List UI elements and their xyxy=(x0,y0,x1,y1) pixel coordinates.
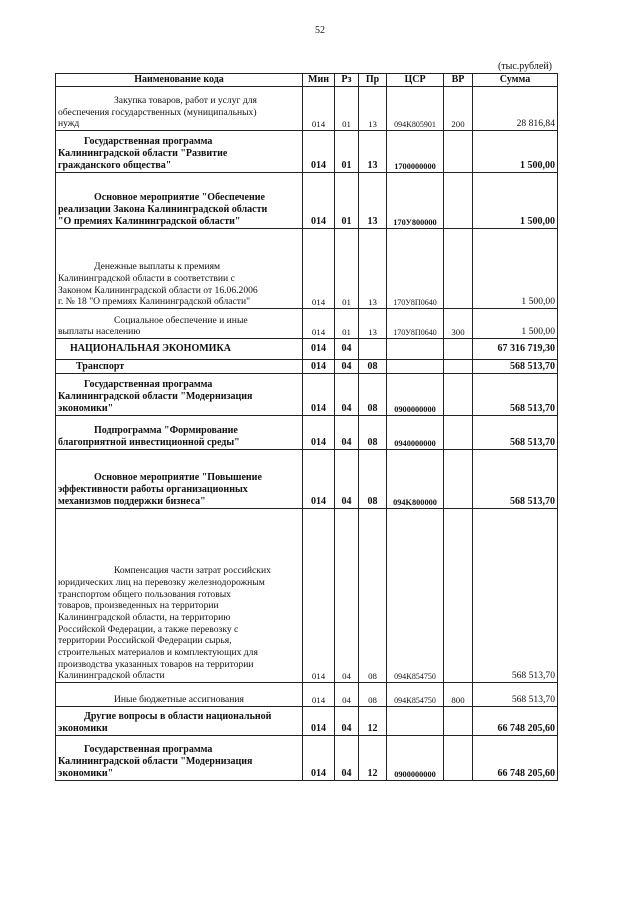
name-line: Социальное обеспечение и иные xyxy=(114,314,248,326)
cell-pr: 12 xyxy=(359,736,387,781)
cell-csr: 0940000000 xyxy=(387,416,444,450)
name-line: Государственная программа xyxy=(84,378,213,390)
cell-min: 014 xyxy=(303,736,335,781)
table-row xyxy=(56,416,558,450)
cell-sum: 1 500,00 xyxy=(473,309,558,339)
name-line: Государственная программа xyxy=(84,135,213,147)
header-csr: ЦСР xyxy=(387,74,444,87)
cell-rz: 04 xyxy=(335,736,359,781)
name-line: производства указанных товаров на территории xyxy=(58,658,254,670)
cell-vr: 200 xyxy=(444,87,473,131)
cell-rz: 01 xyxy=(335,131,359,173)
cell-rz: 01 xyxy=(335,87,359,131)
cell-sum: 1 500,00 xyxy=(473,173,558,229)
name-line: Иные бюджетные ассигнования xyxy=(114,694,244,706)
name-line: эффективности работы организационных xyxy=(58,483,248,495)
cell-pr: 08 xyxy=(359,374,387,416)
cell-rz: 04 xyxy=(335,416,359,450)
cell-vr xyxy=(444,339,473,360)
row-name xyxy=(56,229,303,309)
cell-csr: 170У8П0640 xyxy=(387,309,444,339)
cell-pr: 13 xyxy=(359,131,387,173)
page-number: 52 xyxy=(315,25,325,36)
cell-min: 014 xyxy=(303,707,335,736)
cell-pr xyxy=(359,339,387,360)
name-line: Калининградской области "Модернизация xyxy=(58,755,253,767)
cell-rz: 04 xyxy=(335,360,359,374)
cell-pr: 08 xyxy=(359,416,387,450)
name-line: механизмов поддержки бизнеса" xyxy=(58,496,206,507)
header-name: Наименование кода xyxy=(56,74,303,87)
cell-min: 014 xyxy=(303,374,335,416)
row-name xyxy=(56,450,303,509)
row-name xyxy=(56,509,303,683)
cell-pr: 08 xyxy=(359,360,387,374)
name-line: Закупка товаров, работ и услуг для xyxy=(114,95,257,107)
name-line: г. № 18 "О премиях Калининградской области" xyxy=(58,296,250,308)
cell-vr: 300 xyxy=(444,309,473,339)
cell-rz: 04 xyxy=(335,339,359,360)
cell-vr xyxy=(444,450,473,509)
cell-pr: 13 xyxy=(359,87,387,131)
cell-min: 014 xyxy=(303,416,335,450)
row-name xyxy=(56,339,303,360)
name-line: благоприятной инвестиционной среды" xyxy=(58,437,240,448)
name-line: Калининградской области xyxy=(58,670,165,682)
cell-rz: 04 xyxy=(335,374,359,416)
cell-sum: 67 316 719,30 xyxy=(473,339,558,360)
cell-sum: 568 513,70 xyxy=(473,360,558,374)
row-name xyxy=(56,683,303,707)
cell-csr: 094K854750 xyxy=(387,509,444,683)
cell-rz: 04 xyxy=(335,450,359,509)
cell-pr: 08 xyxy=(359,509,387,683)
cell-csr xyxy=(387,707,444,736)
name-line: нужд xyxy=(58,118,80,130)
cell-rz: 04 xyxy=(335,509,359,683)
name-line: гражданского общества" xyxy=(58,160,172,171)
cell-pr: 13 xyxy=(359,309,387,339)
cell-min: 014 xyxy=(303,229,335,309)
cell-csr xyxy=(387,339,444,360)
name-line: Калининградской области, на территорию xyxy=(58,611,231,623)
cell-pr: 12 xyxy=(359,707,387,736)
name-line: Калининградской области "Модернизация xyxy=(58,390,253,402)
cell-min: 014 xyxy=(303,173,335,229)
header-pr: Пр xyxy=(359,74,387,87)
cell-csr xyxy=(387,360,444,374)
name-line: обеспечения государственных (муниципальных) xyxy=(58,106,257,118)
cell-min: 014 xyxy=(303,131,335,173)
name-line: Компенсация части затрат российских xyxy=(114,565,271,577)
table-row xyxy=(56,339,558,360)
name-line: "О премиях Калининградской области" xyxy=(58,216,241,227)
cell-min: 014 xyxy=(303,339,335,360)
name-line: выплаты населению xyxy=(58,326,141,338)
cell-sum: 568 513,70 xyxy=(473,450,558,509)
cell-csr: 170У800000 xyxy=(387,173,444,229)
cell-min: 014 xyxy=(303,509,335,683)
name-line: Основное мероприятие "Повышение xyxy=(94,471,262,483)
cell-vr xyxy=(444,736,473,781)
table-row xyxy=(56,229,558,309)
cell-sum: 568 513,70 xyxy=(473,683,558,707)
budget-table xyxy=(55,73,558,781)
cell-min: 014 xyxy=(303,450,335,509)
name-line: транспортом общего пользования готовых xyxy=(58,588,231,600)
table-header-row xyxy=(56,74,558,87)
cell-pr: 08 xyxy=(359,683,387,707)
cell-sum: 1 500,00 xyxy=(473,131,558,173)
cell-pr: 13 xyxy=(359,229,387,309)
row-name xyxy=(56,374,303,416)
cell-sum: 568 513,70 xyxy=(473,509,558,683)
cell-csr: 094K800000 xyxy=(387,450,444,509)
cell-sum: 568 513,70 xyxy=(473,374,558,416)
name-line: Государственная программа xyxy=(84,743,213,755)
name-line: Основное мероприятие "Обеспечение xyxy=(94,191,265,203)
row-name xyxy=(56,736,303,781)
cell-rz: 01 xyxy=(335,229,359,309)
cell-rz: 04 xyxy=(335,683,359,707)
cell-sum: 28 816,84 xyxy=(473,87,558,131)
row-name xyxy=(56,416,303,450)
name-line: Другие вопросы в области национальной xyxy=(84,710,272,722)
header-sum: Сумма xyxy=(473,74,558,87)
table-row xyxy=(56,707,558,736)
table-row xyxy=(56,509,558,683)
name-line: товаров, произведенных на территории xyxy=(58,600,219,612)
cell-vr xyxy=(444,173,473,229)
cell-sum: 66 748 205,60 xyxy=(473,707,558,736)
name-line: строительных материалов и комплектующих для xyxy=(58,647,258,659)
row-name xyxy=(56,173,303,229)
table-row xyxy=(56,450,558,509)
row-name xyxy=(56,309,303,339)
cell-min: 014 xyxy=(303,360,335,374)
table-row xyxy=(56,683,558,707)
cell-min: 014 xyxy=(303,309,335,339)
name-line: Калининградской области "Развитие xyxy=(58,147,228,159)
row-name xyxy=(56,87,303,131)
cell-sum: 1 500,00 xyxy=(473,229,558,309)
name-line: экономики xyxy=(58,723,108,734)
name-line: Калининградской области в соответствии с xyxy=(58,273,235,285)
header-vr: ВР xyxy=(444,74,473,87)
cell-rz: 04 xyxy=(335,707,359,736)
cell-csr: 1700000000 xyxy=(387,131,444,173)
name-line: реализации Закона Калининградской области xyxy=(58,203,268,215)
cell-csr: 0900000000 xyxy=(387,736,444,781)
name-line: экономики" xyxy=(58,403,114,414)
cell-pr: 08 xyxy=(359,450,387,509)
cell-min: 014 xyxy=(303,683,335,707)
name-line: территории Российской Федерации сырья, xyxy=(58,635,232,647)
cell-vr xyxy=(444,707,473,736)
table-row xyxy=(56,131,558,173)
table-row xyxy=(56,173,558,229)
name-line: Подпрограмма "Формирование xyxy=(94,424,238,436)
cell-csr: 094K854750 xyxy=(387,683,444,707)
cell-rz: 01 xyxy=(335,173,359,229)
units-label: (тыс.рублей) xyxy=(497,61,552,72)
cell-vr xyxy=(444,131,473,173)
cell-csr: 170У8П0640 xyxy=(387,229,444,309)
cell-vr xyxy=(444,509,473,683)
table-row xyxy=(56,87,558,131)
cell-min: 014 xyxy=(303,87,335,131)
row-name xyxy=(56,707,303,736)
cell-csr: 094K805901 xyxy=(387,87,444,131)
name-line: НАЦИОНАЛЬНАЯ ЭКОНОМИКА xyxy=(70,343,231,355)
row-name xyxy=(56,360,303,374)
cell-vr xyxy=(444,374,473,416)
header-min: Мин xyxy=(303,74,335,87)
cell-csr: 0900000000 xyxy=(387,374,444,416)
cell-vr xyxy=(444,360,473,374)
name-line: юридических лиц на перевозку железнодорожным xyxy=(58,576,265,588)
cell-pr: 13 xyxy=(359,173,387,229)
name-line: Транспорт xyxy=(76,361,125,372)
cell-vr: 800 xyxy=(444,683,473,707)
header-rz: Рз xyxy=(335,74,359,87)
cell-rz: 01 xyxy=(335,309,359,339)
name-line: экономики" xyxy=(58,768,114,779)
cell-vr xyxy=(444,416,473,450)
table-row xyxy=(56,360,558,374)
cell-vr xyxy=(444,229,473,309)
cell-sum: 568 513,70 xyxy=(473,416,558,450)
table-row xyxy=(56,374,558,416)
row-name xyxy=(56,131,303,173)
name-line: Законом Калининградской области от 16.06.2006 xyxy=(58,284,258,296)
name-line: Денежные выплаты к премиям xyxy=(94,261,221,273)
table-row xyxy=(56,736,558,781)
cell-sum: 66 748 205,60 xyxy=(473,736,558,781)
name-line: Российской Федерации, а также перевозку с xyxy=(58,623,239,635)
table-row xyxy=(56,309,558,339)
